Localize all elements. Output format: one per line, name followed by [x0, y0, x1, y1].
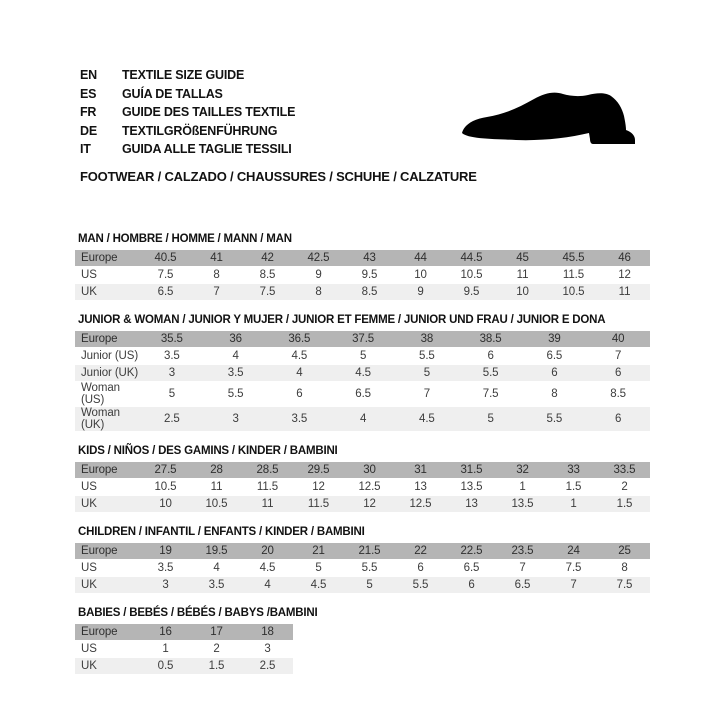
size-cell: 5.5	[459, 365, 523, 382]
row-label: Europe	[75, 331, 140, 348]
size-cell: 27.5	[140, 462, 191, 479]
size-cell: 3.5	[191, 577, 242, 594]
size-cell: 36	[204, 331, 268, 348]
table-row	[75, 479, 650, 496]
size-cell: 6.5	[446, 560, 497, 577]
size-cell: 5.5	[204, 382, 268, 407]
size-cell: 9	[395, 284, 446, 301]
row-label: Europe	[75, 462, 140, 479]
size-cell: 6.5	[140, 284, 191, 301]
size-cell: 4	[191, 560, 242, 577]
size-cell: 4	[204, 348, 268, 365]
dress-shoe-icon	[458, 86, 650, 152]
language-label: TEXTILGRÖßENFÜHRUNG	[122, 123, 278, 138]
size-cell: 13	[446, 496, 497, 513]
size-cell: 10	[497, 284, 548, 301]
size-cell: 6	[586, 365, 650, 382]
size-cell: 4	[268, 365, 332, 382]
row-label: US	[75, 479, 140, 496]
size-cell: 11.5	[242, 479, 293, 496]
table-title: MAN / HOMBRE / HOMME / MANN / MAN	[78, 233, 292, 245]
row-label: UK	[75, 284, 140, 301]
row-label: US	[75, 641, 140, 658]
language-row	[80, 103, 295, 122]
size-cell: 43	[344, 250, 395, 267]
size-cell: 41	[191, 250, 242, 267]
size-cell: 39	[523, 331, 587, 348]
language-code: IT	[80, 142, 91, 156]
size-cell: 7.5	[242, 284, 293, 301]
size-cell: 31	[395, 462, 446, 479]
size-table-section	[75, 526, 650, 594]
size-table	[75, 624, 293, 675]
table-row	[75, 407, 650, 432]
size-cell: 6	[523, 365, 587, 382]
table-title: KIDS / NIÑOS / DES GAMINS / KINDER / BAMBINI	[78, 445, 338, 457]
size-cell: 5.5	[395, 577, 446, 594]
size-cell: 1	[497, 479, 548, 496]
table-row	[75, 382, 650, 407]
size-cell: 40	[586, 331, 650, 348]
size-cell: 44.5	[446, 250, 497, 267]
size-cell: 7.5	[140, 267, 191, 284]
size-cell: 12	[344, 496, 395, 513]
size-cell: 8.5	[344, 284, 395, 301]
size-cell: 10	[140, 496, 191, 513]
table-title: BABIES / BEBÉS / BÉBÉS / BABYS /BAMBINI	[78, 607, 318, 619]
size-cell: 5.5	[523, 407, 587, 432]
row-label: Junior (US)	[75, 348, 140, 365]
table-row	[75, 267, 650, 284]
language-label: GUIDE DES TAILLES TEXTILE	[122, 105, 296, 119]
row-label: Junior (UK)	[75, 365, 140, 382]
row-label: UK	[75, 496, 140, 513]
size-cell: 33.5	[599, 462, 650, 479]
size-cell: 21	[293, 543, 344, 560]
size-cell: 7	[586, 348, 650, 365]
size-table-section	[75, 607, 650, 675]
size-cell: 36.5	[268, 331, 332, 348]
size-cell: 6	[446, 577, 497, 594]
size-cell: 7	[191, 284, 242, 301]
size-cell: 1.5	[599, 496, 650, 513]
size-cell: 5	[459, 407, 523, 432]
size-cell: 22	[395, 543, 446, 560]
language-code: ES	[80, 86, 97, 101]
size-cell: 38.5	[459, 331, 523, 348]
size-cell: 16	[140, 624, 191, 641]
size-cell: 9.5	[446, 284, 497, 301]
language-row	[80, 85, 295, 104]
size-cell: 6	[459, 348, 523, 365]
size-table	[75, 462, 650, 513]
size-cell: 28.5	[242, 462, 293, 479]
size-cell: 37.5	[331, 331, 395, 348]
size-cell: 13	[395, 479, 446, 496]
size-cell: 4.5	[395, 407, 459, 432]
size-cell: 11	[191, 479, 242, 496]
table-row	[75, 543, 650, 560]
size-cell: 11.5	[548, 267, 599, 284]
language-label: GUIDA ALLE TAGLIE TESSILI	[122, 142, 292, 156]
size-cell: 7	[395, 382, 459, 407]
size-table-section	[75, 233, 650, 301]
table-title: JUNIOR & WOMAN / JUNIOR Y MUJER / JUNIOR ET FEMME / JUNIOR UND FRAU / JUNIOR E DONA	[78, 314, 606, 326]
size-cell: 4.5	[331, 365, 395, 382]
size-cell: 32	[497, 462, 548, 479]
size-cell: 5	[331, 348, 395, 365]
size-cell: 8.5	[242, 267, 293, 284]
size-cell: 3	[242, 641, 293, 658]
table-row	[75, 624, 293, 641]
size-cell: 7	[497, 560, 548, 577]
table-row	[75, 658, 293, 675]
size-cell: 10.5	[446, 267, 497, 284]
size-cell: 10.5	[191, 496, 242, 513]
size-cell: 3	[140, 365, 204, 382]
size-cell: 2.5	[242, 658, 293, 675]
size-cell: 6	[395, 560, 446, 577]
size-cell: 6.5	[331, 382, 395, 407]
table-title: CHILDREN / INFANTIL / ENFANTS / KINDER / BAMBINI	[78, 526, 365, 538]
table-row	[75, 577, 650, 594]
size-cell: 7.5	[459, 382, 523, 407]
size-cell: 35.5	[140, 331, 204, 348]
row-label: Woman (UK)	[75, 407, 140, 432]
language-code: FR	[80, 105, 97, 119]
size-cell: 8	[523, 382, 587, 407]
size-cell: 0.5	[140, 658, 191, 675]
table-row	[75, 250, 650, 267]
size-cell: 18	[242, 624, 293, 641]
size-cell: 10.5	[140, 479, 191, 496]
row-label: US	[75, 560, 140, 577]
size-cell: 12.5	[395, 496, 446, 513]
size-cell: 4	[331, 407, 395, 432]
size-cell: 4.5	[242, 560, 293, 577]
size-cell: 5	[293, 560, 344, 577]
size-cell: 7	[548, 577, 599, 594]
size-table	[75, 543, 650, 594]
size-cell: 8	[293, 284, 344, 301]
size-cell: 42.5	[293, 250, 344, 267]
size-table-section	[75, 445, 650, 513]
size-cell: 11	[599, 284, 650, 301]
size-cell: 8	[599, 560, 650, 577]
size-cell: 8	[191, 267, 242, 284]
size-cell: 7.5	[548, 560, 599, 577]
size-cell: 23.5	[497, 543, 548, 560]
row-label: Woman (US)	[75, 382, 140, 407]
size-cell: 6	[586, 407, 650, 432]
language-list	[80, 66, 295, 159]
size-cell: 38	[395, 331, 459, 348]
category-heading: FOOTWEAR / CALZADO / CHAUSSURES / SCHUHE / CALZATURE	[80, 169, 477, 184]
size-cell: 45.5	[548, 250, 599, 267]
row-label: Europe	[75, 624, 140, 641]
table-row	[75, 496, 650, 513]
size-cell: 13.5	[497, 496, 548, 513]
size-cell: 4.5	[293, 577, 344, 594]
size-cell: 4	[242, 577, 293, 594]
size-cell: 5	[395, 365, 459, 382]
size-cell: 5.5	[395, 348, 459, 365]
size-cell: 24	[548, 543, 599, 560]
size-cell: 20	[242, 543, 293, 560]
size-cell: 6.5	[497, 577, 548, 594]
table-row	[75, 348, 650, 365]
language-code: EN	[80, 68, 97, 82]
size-cell: 45	[497, 250, 548, 267]
size-cell: 3	[204, 407, 268, 432]
size-cell: 3.5	[140, 560, 191, 577]
size-cell: 7.5	[599, 577, 650, 594]
table-row	[75, 365, 650, 382]
size-cell: 46	[599, 250, 650, 267]
size-cell: 1.5	[191, 658, 242, 675]
size-cell: 8.5	[586, 382, 650, 407]
size-cell: 29.5	[293, 462, 344, 479]
table-row	[75, 331, 650, 348]
row-label: Europe	[75, 543, 140, 560]
size-cell: 5.5	[344, 560, 395, 577]
size-cell: 1	[140, 641, 191, 658]
size-cell: 6	[268, 382, 332, 407]
size-cell: 40.5	[140, 250, 191, 267]
size-cell: 21.5	[344, 543, 395, 560]
table-row	[75, 560, 650, 577]
size-cell: 10.5	[548, 284, 599, 301]
size-cell: 10	[395, 267, 446, 284]
size-cell: 11	[497, 267, 548, 284]
row-label: UK	[75, 658, 140, 675]
table-row	[75, 284, 650, 301]
size-cell: 9	[293, 267, 344, 284]
size-cell: 13.5	[446, 479, 497, 496]
size-cell: 22.5	[446, 543, 497, 560]
size-cell: 30	[344, 462, 395, 479]
language-row	[80, 140, 295, 159]
language-label: TEXTILE SIZE GUIDE	[122, 68, 245, 82]
row-label: US	[75, 267, 140, 284]
size-cell: 12	[293, 479, 344, 496]
row-label: UK	[75, 577, 140, 594]
size-cell: 19.5	[191, 543, 242, 560]
size-table-section	[75, 314, 650, 432]
size-table	[75, 331, 650, 432]
size-cell: 25	[599, 543, 650, 560]
size-cell: 3.5	[204, 365, 268, 382]
size-cell: 33	[548, 462, 599, 479]
size-cell: 1	[548, 496, 599, 513]
size-cell: 2	[599, 479, 650, 496]
size-cell: 31.5	[446, 462, 497, 479]
table-row	[75, 641, 293, 658]
dress-shoe-silhouette	[462, 93, 635, 144]
size-cell: 44	[395, 250, 446, 267]
size-cell: 17	[191, 624, 242, 641]
size-cell: 2.5	[140, 407, 204, 432]
language-row	[80, 122, 295, 141]
size-cell: 3	[140, 577, 191, 594]
size-cell: 42	[242, 250, 293, 267]
size-cell: 3.5	[268, 407, 332, 432]
language-code: DE	[80, 123, 97, 138]
table-row	[75, 462, 650, 479]
size-cell: 12.5	[344, 479, 395, 496]
size-cell: 1.5	[548, 479, 599, 496]
size-cell: 9.5	[344, 267, 395, 284]
tables-container	[75, 233, 650, 675]
size-cell: 28	[191, 462, 242, 479]
size-cell: 19	[140, 543, 191, 560]
language-row	[80, 66, 295, 85]
size-table	[75, 250, 650, 301]
row-label: Europe	[75, 250, 140, 267]
size-cell: 3.5	[140, 348, 204, 365]
size-cell: 5	[140, 382, 204, 407]
size-cell: 2	[191, 641, 242, 658]
size-cell: 4.5	[268, 348, 332, 365]
size-cell: 5	[344, 577, 395, 594]
size-cell: 11	[242, 496, 293, 513]
language-label: GUÍA DE TALLAS	[122, 86, 223, 101]
size-cell: 12	[599, 267, 650, 284]
size-cell: 6.5	[523, 348, 587, 365]
size-cell: 11.5	[293, 496, 344, 513]
